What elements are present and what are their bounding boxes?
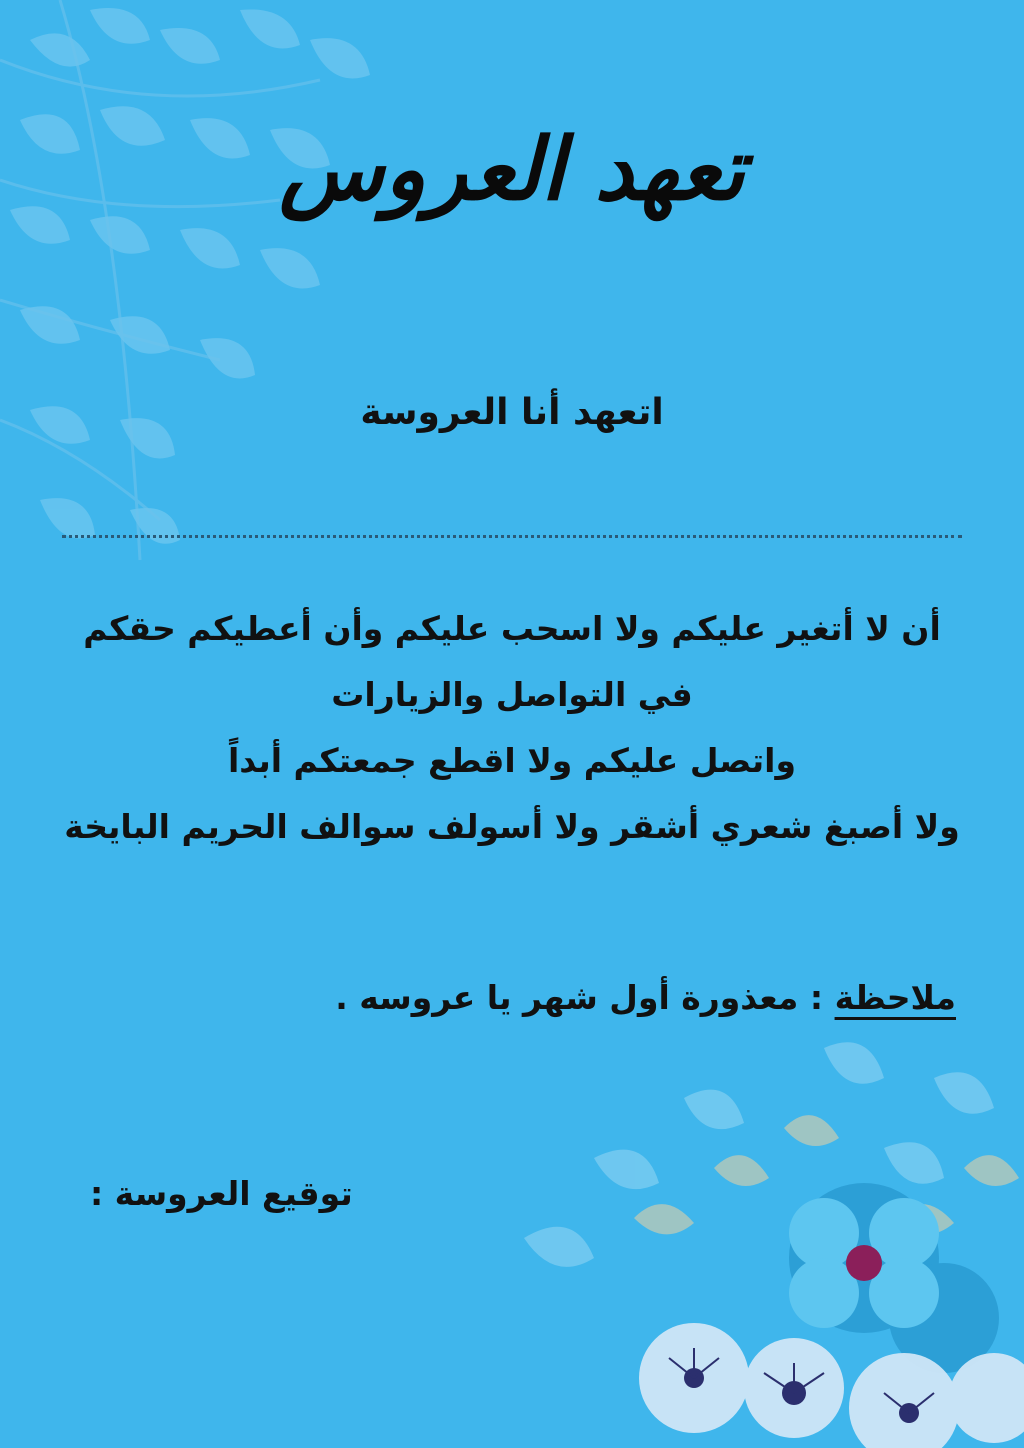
leaves-icon (0, 0, 460, 620)
name-fill-line (62, 535, 962, 538)
note-text: معذورة أول شهر يا عروسه . (335, 978, 799, 1017)
pledge-line: أن لا أتغير عليكم ولا اسحب عليكم وأن أعطيكم حقكم (83, 609, 941, 648)
pledge-line: في التواصل والزيارات (331, 675, 693, 714)
page-title: تعهد العروس (279, 119, 745, 220)
pledge-intro: اتعهد أنا العروسة (360, 392, 664, 433)
pledge-body (40, 596, 984, 860)
flowers-icon (464, 1018, 1024, 1448)
pledge-line: ولا أصبغ شعري أشقر ولا أسولف سوالف الحريم البايخة (64, 807, 960, 846)
note (335, 978, 956, 1017)
signature-label: توقيع العروسة : (90, 1174, 353, 1213)
note-label: ملاحظة (834, 978, 956, 1017)
pledge-line: واتصل عليكم ولا اقطع جمعتكم أبداً (227, 741, 797, 780)
note-separator: : (798, 978, 835, 1017)
